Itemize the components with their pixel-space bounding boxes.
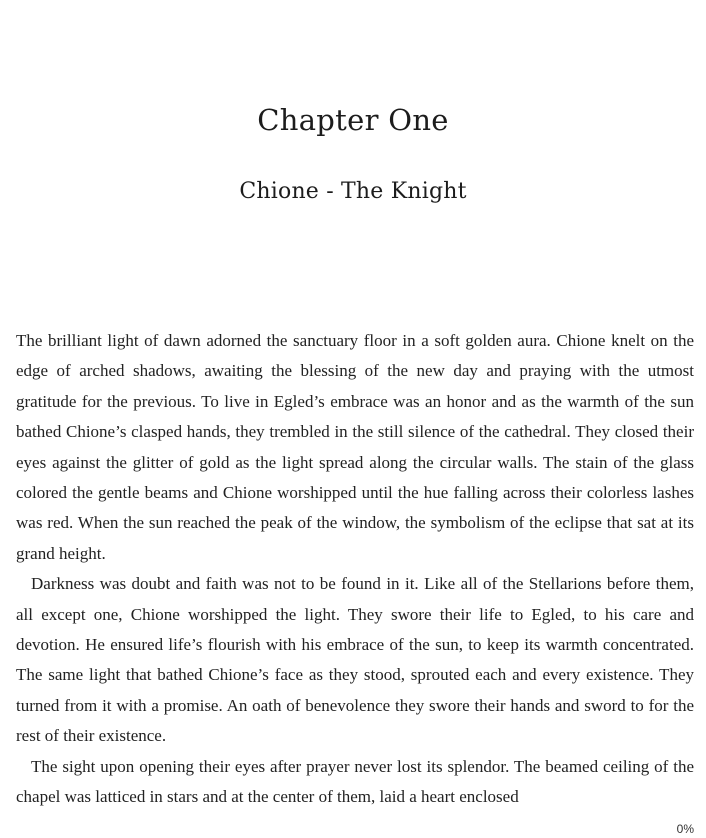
chapter-subtitle: Chione - The Knight: [239, 179, 467, 204]
paragraph: The brilliant light of dawn adorned the sanctuary floor in a soft golden aura. Chione knelt on the edge of arched shadows, awaiting the blessing of the new day and praying with the utmost gratitude for the previous. To live in Egled’s embrace was an honor and as the warmth of the sun bathed Chione’s clasped hands, they trembled in the still silence of the cathedral. They closed their eyes against the glitter of gold as the light spread along the circular walls. The stain of the glass colored the gentle beams and Chione worshipped until the hue falling across their colorless lashes was red. When the sun reached the peak of the window, the symbolism of the eclipse that sat at its grand height.: [16, 331, 694, 563]
chapter-title: Chapter One: [257, 103, 449, 137]
paragraph: Darkness was doubt and faith was not to be found in it. Like all of the Stellarions before them, all except one, Chione worshipped the light. They swore their life to Egled, to his care and devotion. He ensured life’s flourish with his embrace of the sun, to keep its warmth concentrated. The same light that bathed Chione’s face as they stood, sprouted each and every existence. They turned from it with a promise. An oath of benevolence they swore their hands and sword to for the rest of their existence.: [16, 574, 694, 746]
reading-progress-indicator: 0%: [676, 822, 694, 836]
chapter-body: [16, 326, 694, 816]
paragraph: The sight upon opening their eyes after prayer never lost its splendor. The beamed ceiling of the chapel was latticed in stars and at the center of them, laid a heart enclosed: [16, 756, 694, 807]
